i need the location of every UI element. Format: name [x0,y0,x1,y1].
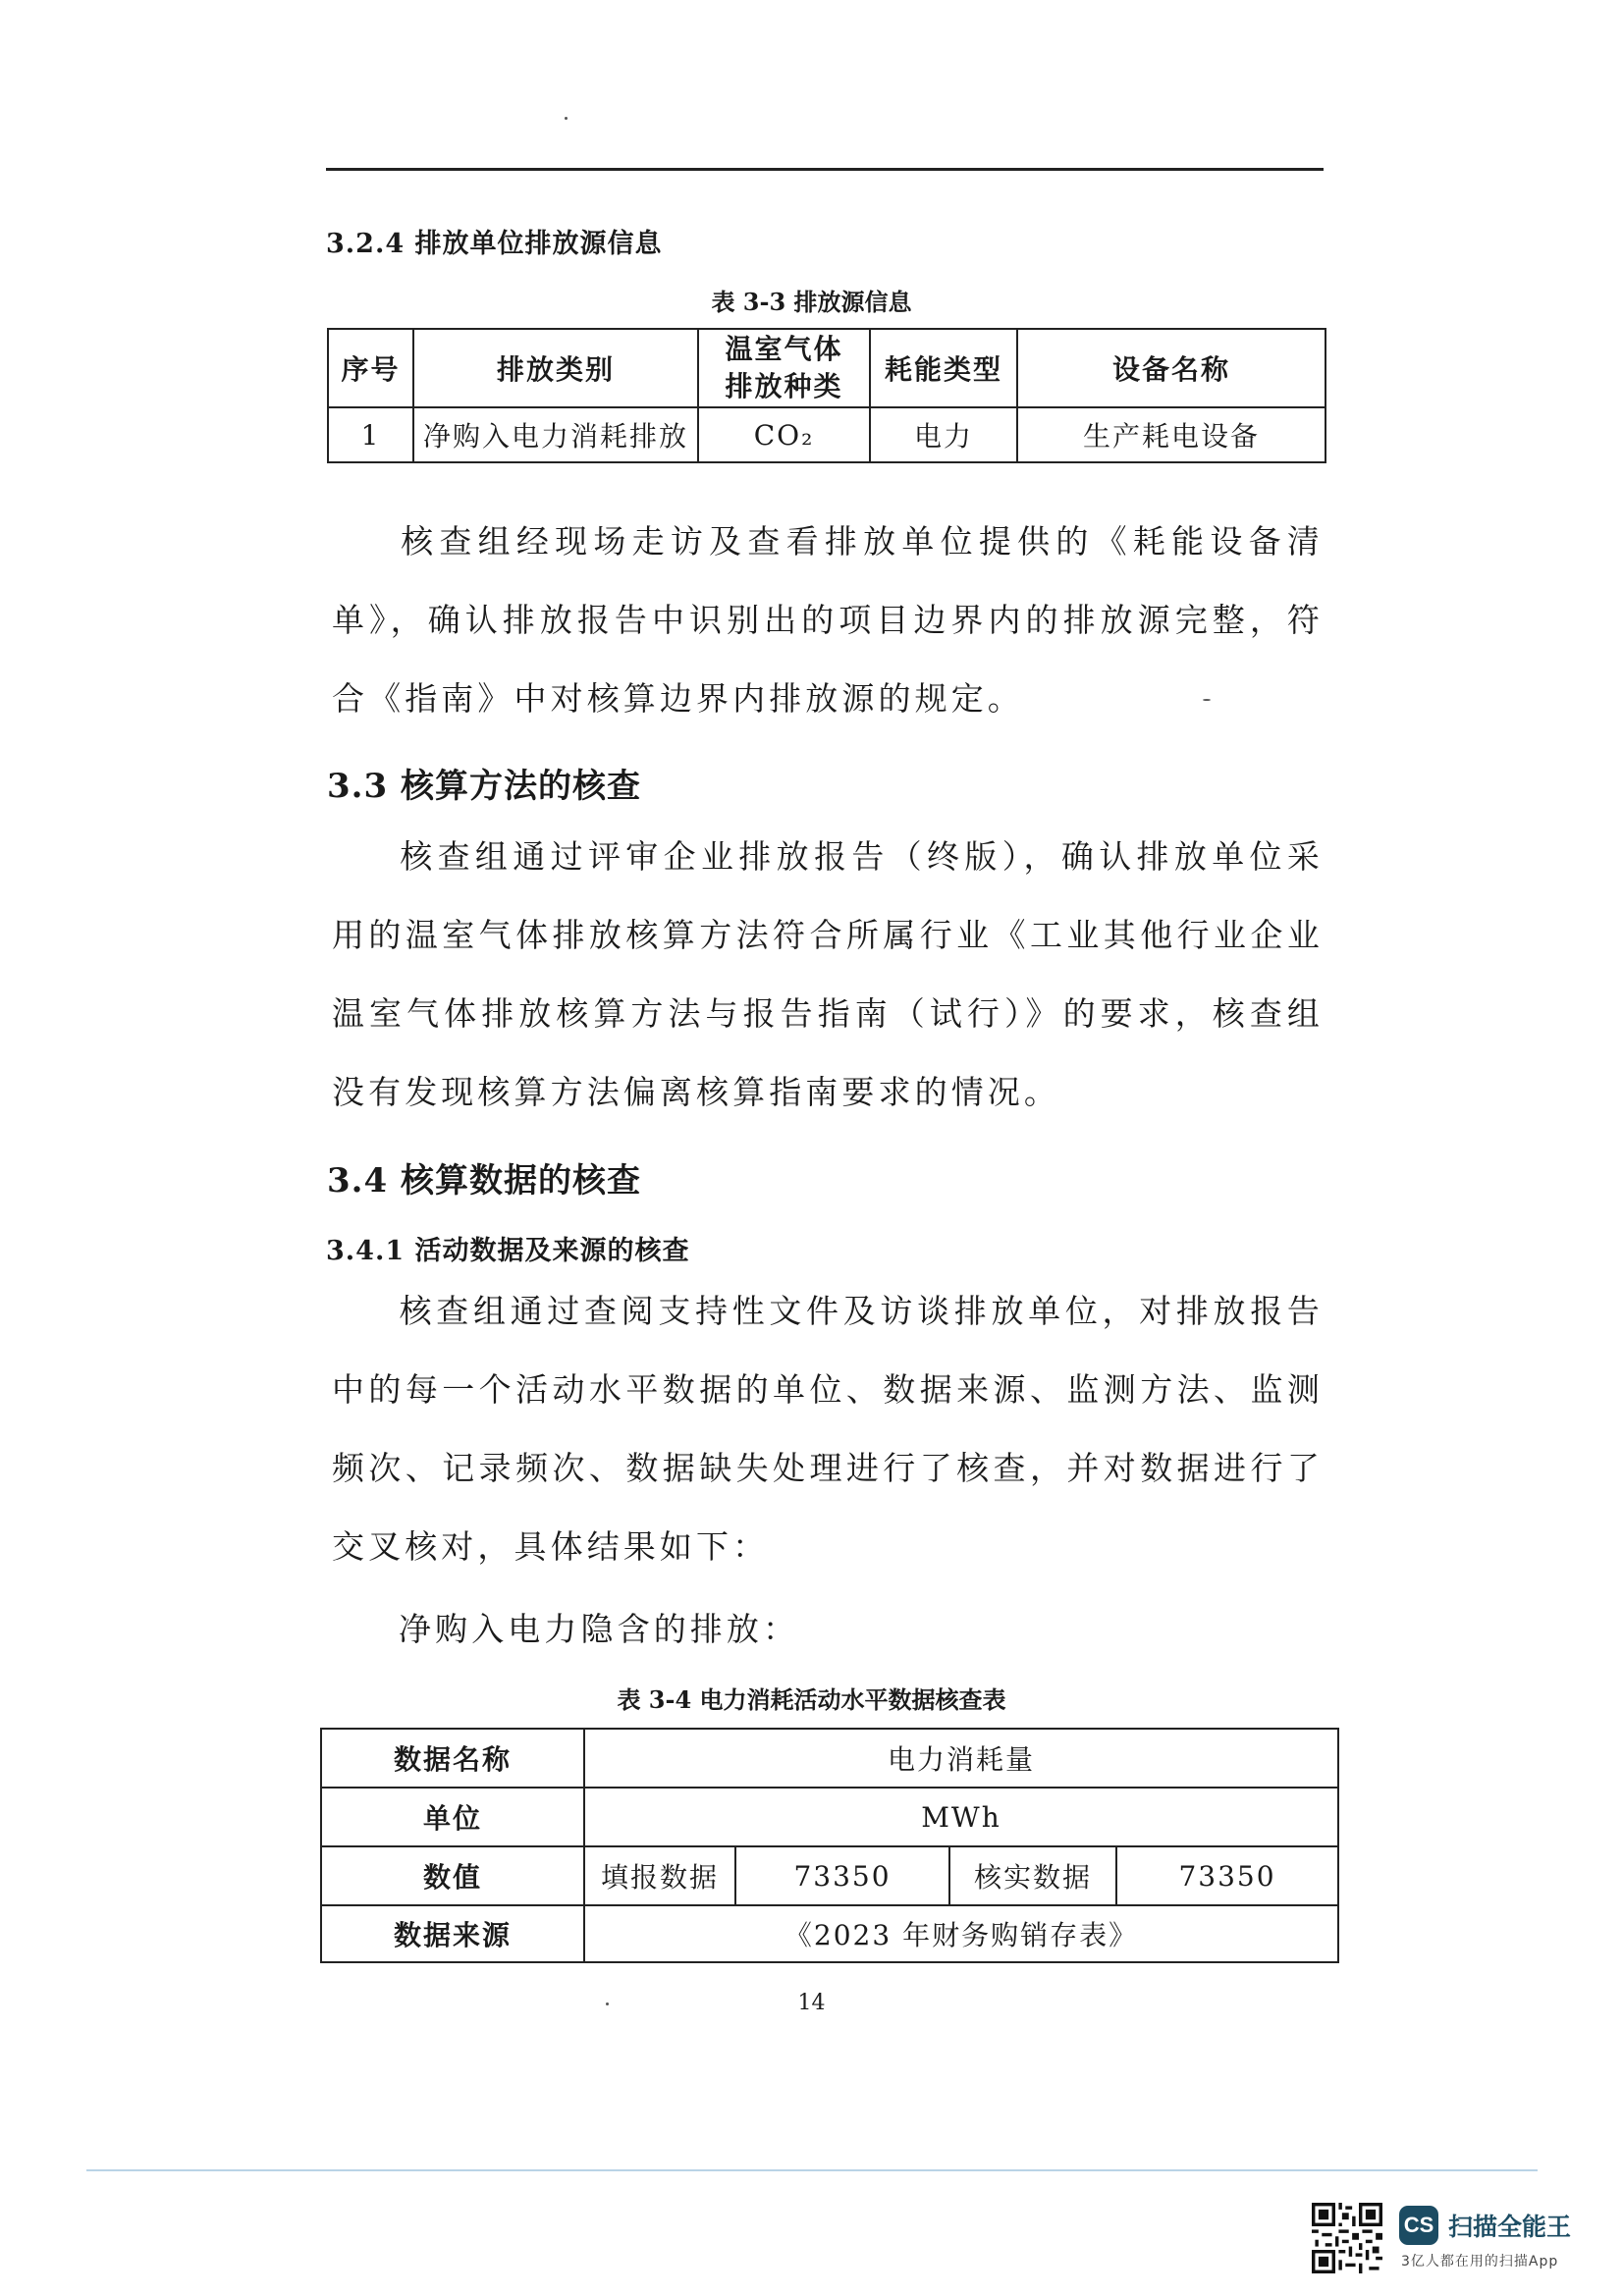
table-3-4-caption: 表 3-4 电力消耗活动水平数据核查表 [617,1685,1006,1714]
camscanner-logo-icon: CS [1399,2206,1438,2245]
table-row [321,1788,1338,1846]
scan-speck [1203,699,1211,701]
row-label: 数据名称 [321,1729,584,1788]
table-cell: 填报数据 [584,1846,735,1905]
section-heading-3-3: 3.3 核算方法的核查 [327,767,641,806]
scanner-watermark [1399,2206,1605,2274]
table-row [321,1846,1338,1905]
table-cell: 电力消耗量 [584,1729,1338,1788]
paragraph-text: 核查组经现场走访及查看排放单位提供的《耗能设备清单》，确认排放报告中识别出的项目边界内的排放源完整，符合《指南》中对核算边界内排放源的规定。 [332,522,1324,718]
paragraph-text: 核查组通过评审企业排放报告（终版），确认排放单位采用的温室气体排放核算方法符合所属行业《工业其他行业企业温室气体排放核算方法与报告指南（试行）》的要求，核查组没有发现核算方法偏离核算指南要求的情况。 [332,837,1324,1111]
table-cell: CO₂ [698,407,870,462]
section-heading-3-4-1: 3.4.1 活动数据及来源的核查 [326,1236,690,1266]
header-cell-text: 温室气体 排放种类 [725,333,843,402]
table-3-3-caption: 表 3-3 排放源信息 [711,288,912,316]
page-number: 14 [797,1991,826,2015]
table-header-row [328,329,1325,407]
header-cell: 序号 [328,329,413,407]
header-rule [326,168,1324,171]
table-cell: 73350 [735,1846,949,1905]
table-cell: MWh [584,1788,1338,1846]
table-row [321,1905,1338,1962]
section-heading-3-4: 3.4 核算数据的核查 [327,1161,641,1201]
table-cell: 生产耗电设备 [1017,407,1325,462]
table-cell: 电力 [870,407,1017,462]
table-row [328,407,1325,462]
scan-edge-line [86,2169,1538,2171]
table-cell: 净购入电力消耗排放 [413,407,698,462]
scan-speck [565,117,568,120]
row-label: 数据来源 [321,1905,584,1962]
paragraph-text: 净购入电力隐含的排放： [399,1610,800,1648]
table-cell: 73350 [1116,1846,1338,1905]
scanner-app-name: 扫描全能王 [1448,2213,1572,2241]
body-paragraph [332,818,1324,1132]
body-paragraph [332,1590,1324,1669]
header-cell: 耗能类型 [870,329,1017,407]
header-cell: 排放类别 [413,329,698,407]
activity-data-table [320,1728,1339,1963]
table-row [321,1729,1338,1788]
section-heading-3-2-4: 3.2.4 排放单位排放源信息 [326,229,663,259]
header-cell: 设备名称 [1017,329,1325,407]
header-cell [698,329,870,407]
table-cell: 1 [328,407,413,462]
emission-source-table [327,328,1326,463]
table-cell: 核实数据 [949,1846,1116,1905]
body-paragraph [332,1272,1324,1586]
paragraph-text: 核查组通过查阅支持性文件及访谈排放单位，对排放报告中的每一个活动水平数据的单位、数据来源、监测方法、监测频次、记录频次、数据缺失处理进行了核查，并对数据进行了交叉核对，具体结果如下： [332,1292,1324,1566]
qr-code-icon [1312,2203,1382,2273]
table-cell: 《2023 年财务购销存表》 [584,1905,1338,1962]
body-paragraph [332,503,1324,738]
row-label: 单位 [321,1788,584,1846]
scanner-tagline: 3亿人都在用的扫描App [1401,2254,1559,2269]
row-label: 数值 [321,1846,584,1905]
